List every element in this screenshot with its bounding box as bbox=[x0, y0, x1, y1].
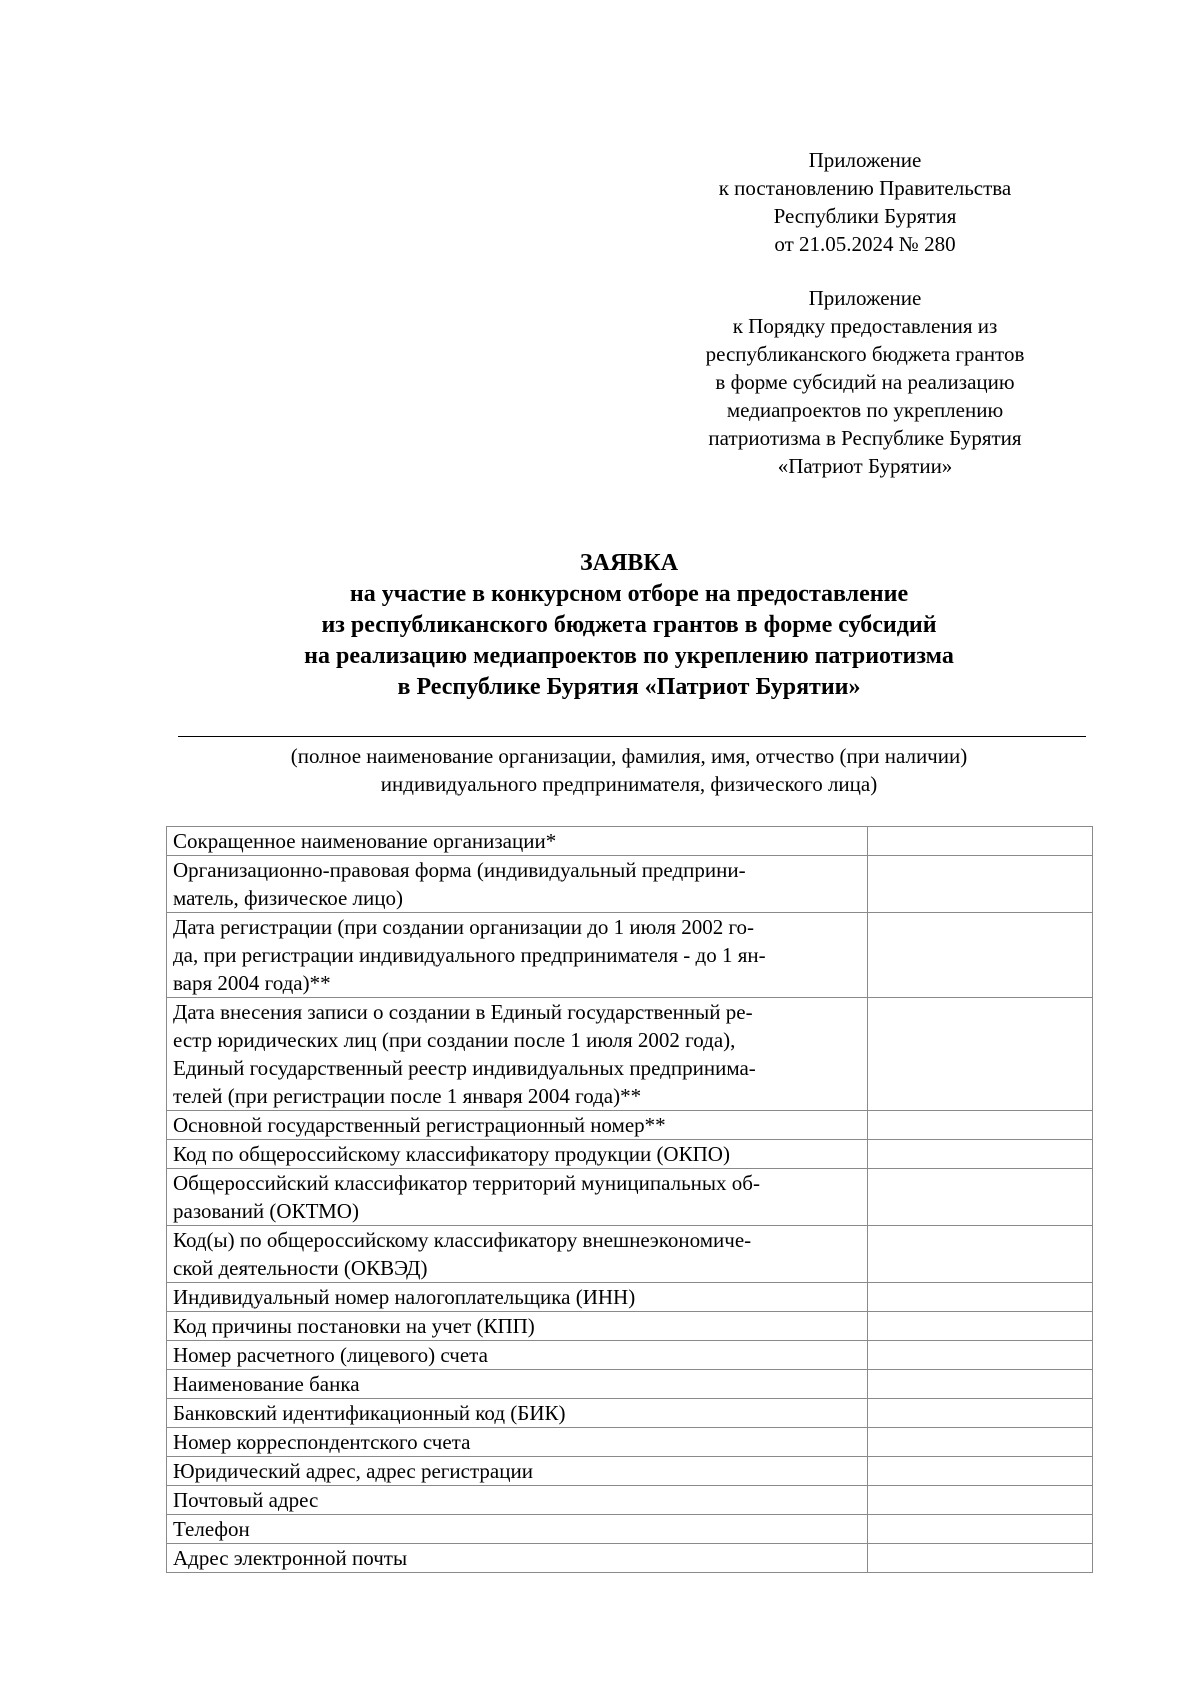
form-row-label bbox=[167, 1169, 868, 1226]
form-row-value-cell[interactable] bbox=[868, 1457, 1093, 1486]
form-row-value-cell[interactable] bbox=[868, 998, 1093, 1111]
form-row-value-cell[interactable] bbox=[868, 1544, 1093, 1573]
form-row bbox=[167, 1515, 1093, 1544]
appendix-procedure bbox=[665, 284, 1065, 480]
appendix-line: «Патриот Бурятии» bbox=[777, 454, 953, 478]
form-row-label-line: телей (при регистрации после 1 января 2004 года)** bbox=[173, 1084, 642, 1108]
form-row-label bbox=[167, 856, 868, 913]
form-row bbox=[167, 1486, 1093, 1515]
form-row-label-line: Почтовый адрес bbox=[173, 1488, 319, 1512]
appendix-line: Приложение bbox=[808, 286, 922, 310]
form-row bbox=[167, 1399, 1093, 1428]
title-subtitle-line: на реализацию медиапроектов по укреплению патриотизма bbox=[304, 643, 954, 669]
form-row-value-cell[interactable] bbox=[868, 1399, 1093, 1428]
form-row-label-line: Индивидуальный номер налогоплательщика (ИНН) bbox=[173, 1285, 636, 1309]
form-row-value-cell[interactable] bbox=[868, 913, 1093, 998]
form-row bbox=[167, 1111, 1093, 1140]
form-row-value-cell[interactable] bbox=[868, 1169, 1093, 1226]
form-row-value-cell[interactable] bbox=[868, 1486, 1093, 1515]
form-row-label-line: Сокращенное наименование организации* bbox=[173, 829, 557, 853]
form-row-label-line: матель, физическое лицо) bbox=[173, 886, 403, 910]
form-row-value-cell[interactable] bbox=[868, 1341, 1093, 1370]
form-row bbox=[167, 1226, 1093, 1283]
form-row bbox=[167, 913, 1093, 998]
form-row-label bbox=[167, 1111, 868, 1140]
form-row-label-line: Телефон bbox=[173, 1517, 250, 1541]
appendix-line: патриотизма в Республике Бурятия bbox=[708, 426, 1022, 450]
caption-line: индивидуального предпринимателя, физического лица) bbox=[380, 772, 878, 796]
organization-name-fill-line[interactable] bbox=[178, 736, 1086, 737]
form-row bbox=[167, 1341, 1093, 1370]
form-row-label bbox=[167, 827, 868, 856]
form-row-label bbox=[167, 1283, 868, 1312]
form-row-label bbox=[167, 1312, 868, 1341]
form-row-label bbox=[167, 1515, 868, 1544]
form-row-label-line: варя 2004 года)** bbox=[173, 971, 331, 995]
form-row bbox=[167, 1169, 1093, 1226]
form-row-value-cell[interactable] bbox=[868, 856, 1093, 913]
title-subtitle-line: на участие в конкурсном отборе на предоставление bbox=[349, 581, 909, 607]
form-row-label bbox=[167, 1226, 868, 1283]
form-row-label bbox=[167, 1370, 868, 1399]
form-row-label bbox=[167, 913, 868, 998]
form-row-value-cell[interactable] bbox=[868, 1370, 1093, 1399]
form-row-label-line: естр юридических лиц (при создании после 1 июля 2002 года), bbox=[173, 1028, 736, 1052]
form-row-label bbox=[167, 1486, 868, 1515]
document-title bbox=[150, 548, 1108, 703]
form-row-label bbox=[167, 1140, 868, 1169]
form-row-value-cell[interactable] bbox=[868, 1226, 1093, 1283]
form-row bbox=[167, 1370, 1093, 1399]
appendix-line: медиапроектов по укреплению bbox=[726, 398, 1004, 422]
title-heading: ЗАЯВКА bbox=[579, 550, 679, 576]
form-row-label-line: ской деятельности (ОКВЭД) bbox=[173, 1256, 428, 1280]
form-row-label-line: Адрес электронной почты bbox=[173, 1546, 408, 1570]
form-row-label-line: Общероссийский классификатор территорий муниципальных об- bbox=[173, 1171, 760, 1195]
form-row-label-line: Наименование банка bbox=[173, 1372, 360, 1396]
form-row-value-cell[interactable] bbox=[868, 1283, 1093, 1312]
form-row-label-line: да, при регистрации индивидуального предпринимателя - до 1 ян- bbox=[173, 943, 766, 967]
form-row-label-line: Основной государственный регистрационный номер** bbox=[173, 1113, 666, 1137]
form-row-label bbox=[167, 998, 868, 1111]
form-row-value-cell[interactable] bbox=[868, 1515, 1093, 1544]
form-row-label-line: Номер расчетного (лицевого) счета bbox=[173, 1343, 488, 1367]
form-row-label bbox=[167, 1341, 868, 1370]
form-row-value-cell[interactable] bbox=[868, 1140, 1093, 1169]
form-row bbox=[167, 856, 1093, 913]
form-row-label bbox=[167, 1544, 868, 1573]
form-row bbox=[167, 1283, 1093, 1312]
appendix-line: к постановлению Правительства bbox=[718, 176, 1012, 200]
form-row-label bbox=[167, 1428, 868, 1457]
form-row-label bbox=[167, 1399, 868, 1428]
form-row bbox=[167, 827, 1093, 856]
form-row-label bbox=[167, 1457, 868, 1486]
application-form-table bbox=[166, 826, 1093, 1573]
form-row-label-line: Дата внесения записи о создании в Единый государственный ре- bbox=[173, 1000, 753, 1024]
caption-line: (полное наименование организации, фамилия, имя, отчество (при наличии) bbox=[290, 744, 968, 768]
form-row bbox=[167, 1544, 1093, 1573]
form-row-label-line: разований (ОКТМО) bbox=[173, 1199, 359, 1223]
form-row-label-line: Дата регистрации (при создании организации до 1 июля 2002 го- bbox=[173, 915, 755, 939]
form-row-value-cell[interactable] bbox=[868, 1312, 1093, 1341]
form-row bbox=[167, 1428, 1093, 1457]
form-row-value-cell[interactable] bbox=[868, 827, 1093, 856]
title-subtitle-line: из республиканского бюджета грантов в форме субсидий bbox=[321, 612, 937, 638]
form-row bbox=[167, 1312, 1093, 1341]
appendix-line: в форме субсидий на реализацию bbox=[715, 370, 1015, 394]
appendix-government-resolution bbox=[665, 146, 1065, 258]
organization-name-caption bbox=[150, 742, 1108, 798]
form-row-label-line: Единый государственный реестр индивидуальных предпринима- bbox=[173, 1056, 756, 1080]
form-row bbox=[167, 998, 1093, 1111]
form-row-label-line: Код причины постановки на учет (КПП) bbox=[173, 1314, 535, 1338]
title-subtitle-line: в Республике Бурятия «Патриот Бурятии» bbox=[397, 674, 861, 700]
form-row bbox=[167, 1457, 1093, 1486]
form-row-label-line: Банковский идентификационный код (БИК) bbox=[173, 1401, 566, 1425]
form-row-label-line: Код(ы) по общероссийскому классификатору внешнеэкономиче- bbox=[173, 1228, 752, 1252]
appendix-line: к Порядку предоставления из bbox=[732, 314, 998, 338]
appendix-line: Приложение bbox=[808, 148, 922, 172]
form-row-value-cell[interactable] bbox=[868, 1111, 1093, 1140]
form-row bbox=[167, 1140, 1093, 1169]
appendix-line: республиканского бюджета грантов bbox=[705, 342, 1025, 366]
form-row-label-line: Юридический адрес, адрес регистрации bbox=[173, 1459, 533, 1483]
appendix-line: Республики Бурятия bbox=[773, 204, 957, 228]
form-row-label-line: Организационно-правовая форма (индивидуальный предприни- bbox=[173, 858, 746, 882]
form-row-label-line: Номер корреспондентского счета bbox=[173, 1430, 471, 1454]
appendix-line: от 21.05.2024 № 280 bbox=[774, 232, 956, 256]
form-row-label-line: Код по общероссийскому классификатору продукции (ОКПО) bbox=[173, 1142, 730, 1166]
form-row-value-cell[interactable] bbox=[868, 1428, 1093, 1457]
